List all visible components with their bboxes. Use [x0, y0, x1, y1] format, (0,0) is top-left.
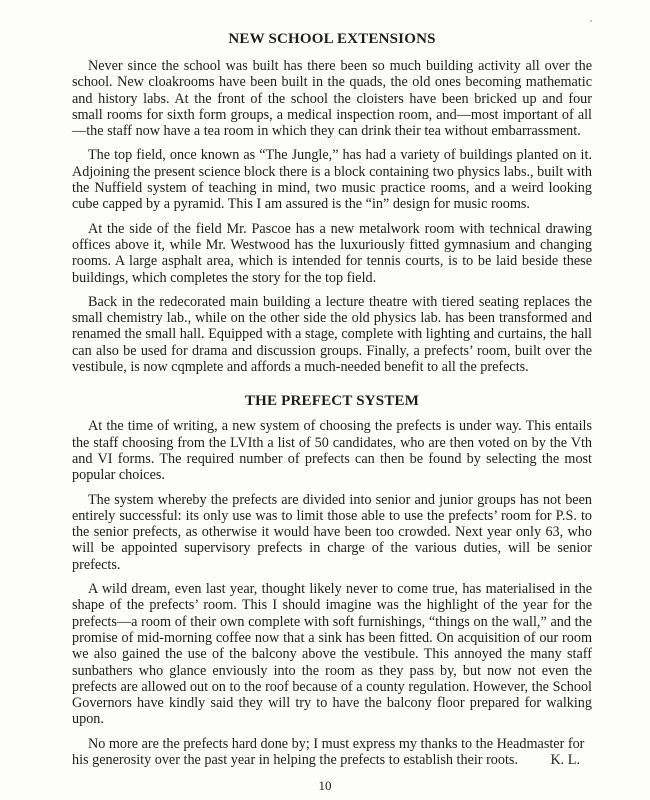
paragraph: A wild dream, even last year, thought likely never to come true, has materialised in the shape of the prefects’ room. This I should imagine was the highlight of the year for the prefects—a room of their own complete with soft furnishings, “things on the wall,” and the promise of mid-morning coffee now that a sink has been fitted. On acquisition of our room we also gained the use of the balcony above the vestibule. This annoyed the many staff sunbathers who glance enviously into the room as they pass by, but now not even the prefects are allowed out on to the roof because of a county regulation. However, the School Governors have kindly said they will try to have the balcony floor prepared for walking upon. — [72, 581, 592, 728]
page-number: 10 — [318, 778, 332, 793]
section-title: NEW SCHOOL EXTENSIONS — [228, 31, 436, 47]
author-signature: K. L. — [550, 751, 580, 768]
paragraph: Never since the school was built has there been so much building activity all over the school. New cloakrooms have been built in the quads, the old ones becoming mathematic and history labs. At the front of the school the cloisters have been bricked up and four small rooms for sixth form groups, a medical inspection room, and—most important of all—the staff now have a tea room in which they can drink their tea without embarrassment. — [72, 58, 592, 140]
section-prefect-system — [72, 392, 592, 768]
closing-paragraph — [72, 736, 592, 769]
paragraph: At the time of writing, a new system of choosing the prefects is under way. This entails the staff choosing from the LVIth a list of 50 candidates, who are then voted on by the Vth and VI forms. The required number of prefects can then be found by selecting the most popular choices. — [72, 418, 592, 484]
section-title: THE PREFECT SYSTEM — [244, 393, 420, 410]
paragraph: The top field, once known as “The Jungle,” has had a variety of buildings planted on it. Adjoining the present science block there is a block containing two physics labs., built with the Nuffield system of teaching in mind, two music practice rooms, and a weird looking cube capped by a pyramid. This I am assured is the “in” design for music rooms. — [72, 147, 592, 213]
text-column — [72, 30, 592, 776]
section-new-school-extensions — [72, 30, 592, 375]
print-speck — [590, 20, 592, 22]
paragraph-text: No more are the prefects hard done by; I must express my thanks to the Headmaster for his generosity over the past year in helping the prefects to establish their roots. — [72, 735, 585, 768]
paragraph: At the side of the field Mr. Pascoe has a new metalwork room with technical drawing offices above it, while Mr. Westwood has the luxuriously fitted gymnasium and changing rooms. A large asphalt area, which is intended for tennis courts, is to be laid beside these buildings, which completes the story for the top field. — [72, 220, 592, 286]
paragraph: Back in the redecorated main building a lecture theatre with tiered seating replaces the small chemistry lab., while on the other side the old physics lab. has been transformed and renamed the small hall. Equipped with a stage, complete with lighting and curtains, the hall can also be used for drama and discussion groups. Finally, a prefects’ room, built over the vestibule, is now cqmplete and affords a much-needed benefit to all the prefects. — [72, 293, 592, 376]
paragraph: The system whereby the prefects are divided into senior and junior groups has not been entirely successful: its only use was to limit those able to use the prefects’ room for P.S. to the senior prefects, as otherwise it would have been too crowded. Next year only 63, who will be appointed supervisory prefects in charge of the various duties, will be senior prefects. — [72, 491, 592, 573]
